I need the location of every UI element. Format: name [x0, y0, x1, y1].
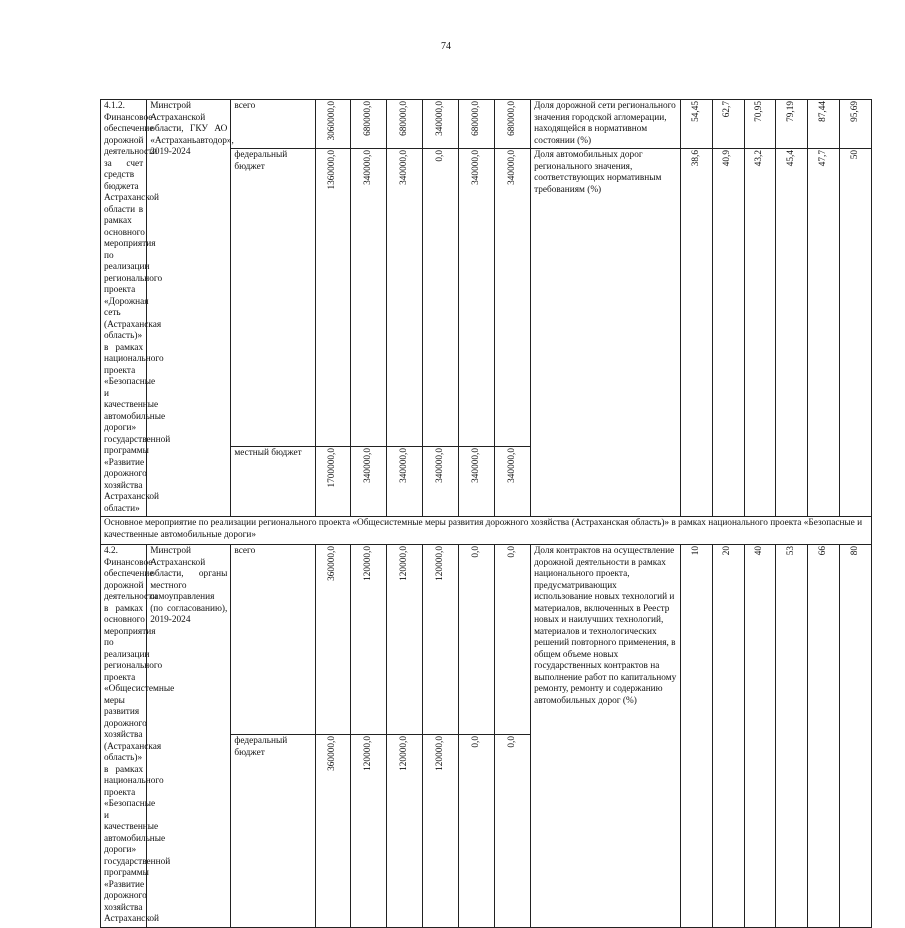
value-cell: 680000,0 [495, 100, 531, 149]
value-cell: 340000,0 [387, 447, 423, 517]
indicator-value: 53 [776, 545, 808, 928]
value-cell: 340000,0 [351, 149, 387, 447]
indicator-value: 70,95 [744, 100, 776, 149]
source-label: всего [231, 100, 315, 149]
indicator-value: 80 [840, 545, 872, 928]
indicator-value: 50 [840, 149, 872, 517]
indicator-value: 40,9 [712, 149, 744, 517]
value-cell: 120000,0 [423, 545, 459, 735]
indicator-value: 40 [744, 545, 776, 928]
table-row [101, 545, 872, 735]
source-label: федеральный бюджет [231, 149, 315, 447]
indicator-cell: Доля контрактов на осуществление дорожной деятельности в рамках национального проекта, предусматривающих использование новых технологий и материалов, включенных в Реестр новых и наилучших технологий, материалов и технологических решений повторного применения, в общем объеме новых государственных контрактов на выполнение работ по капитальному ремонту, ремонту и содержанию автомобильных дорог (%) [531, 545, 681, 928]
source-label: местный бюджет [231, 447, 315, 517]
value-cell: 0,0 [423, 149, 459, 447]
table-row [101, 100, 872, 149]
value-cell: 360000,0 [315, 735, 351, 927]
indicator-value: 54,45 [680, 100, 712, 149]
indicator-cell: Доля дорожной сети регионального значения городской агломерации, находящейся в нормативном состоянии (%) [531, 100, 681, 149]
value-cell: 3060000,0 [315, 100, 351, 149]
value-cell: 120000,0 [351, 545, 387, 735]
value-cell: 340000,0 [495, 447, 531, 517]
value-cell: 120000,0 [351, 735, 387, 927]
value-cell: 680000,0 [459, 100, 495, 149]
value-cell: 0,0 [495, 545, 531, 735]
value-cell: 680000,0 [351, 100, 387, 149]
indicator-value: 38,6 [680, 149, 712, 517]
value-cell: 340000,0 [423, 447, 459, 517]
value-cell: 0,0 [459, 735, 495, 927]
source-label: всего [231, 545, 315, 735]
value-cell: 120000,0 [387, 545, 423, 735]
indicator-cell: Доля автомобильных дорог регионального значения, соответствующих нормативным требованиям (%) [531, 149, 681, 517]
indicator-value: 45,4 [776, 149, 808, 517]
indicator-value: 87,44 [808, 100, 840, 149]
indicator-value: 79,19 [776, 100, 808, 149]
program-measures-table [100, 99, 872, 928]
indicator-value: 95,69 [840, 100, 872, 149]
value-cell: 1360000,0 [315, 149, 351, 447]
indicator-value: 20 [712, 545, 744, 928]
value-cell: 360000,0 [315, 545, 351, 735]
value-cell: 1700000,0 [315, 447, 351, 517]
table-row [101, 517, 872, 545]
indicator-value: 43,2 [744, 149, 776, 517]
value-cell: 340000,0 [495, 149, 531, 447]
executor-cell: Минстрой Астраханской области, ГКУ АО «Астраханьавтодор», 2019-2024 [147, 100, 231, 517]
page-number: 74 [441, 41, 451, 52]
value-cell: 0,0 [495, 735, 531, 927]
value-cell: 340000,0 [423, 100, 459, 149]
executor-cell: Минстрой Астраханской области, органы местного самоуправления (по согласованию), 2019-2024 [147, 545, 231, 928]
indicator-value: 66 [808, 545, 840, 928]
indicator-value: 62,7 [712, 100, 744, 149]
value-cell: 120000,0 [387, 735, 423, 927]
measure-cell: 4.2. Финансовое обеспечение дорожной деятельности в рамках основного мероприятия по реализации регионального проекта «Общесистемные меры развития дорожного хозяйства (Астраханская область)» в рамках национального проекта «Безопасные и качественные автомобильные дороги» государственной программы «Развитие дорожного хозяйства Астраханской [101, 545, 147, 928]
value-cell: 340000,0 [459, 149, 495, 447]
value-cell: 120000,0 [423, 735, 459, 927]
source-label: федеральный бюджет [231, 735, 315, 927]
value-cell: 0,0 [459, 545, 495, 735]
value-cell: 340000,0 [351, 447, 387, 517]
indicator-value: 10 [680, 545, 712, 928]
value-cell: 340000,0 [387, 149, 423, 447]
section-header: Основное мероприятие по реализации регионального проекта «Общесистемные меры развития дорожного хозяйства (Астраханская область)» в рамках национального проекта «Безопасные и качественные автомобильные дороги» [101, 517, 872, 545]
value-cell: 680000,0 [387, 100, 423, 149]
value-cell: 340000,0 [459, 447, 495, 517]
measure-cell: 4.1.2. Финансовое обеспечение дорожной деятельности за счет средств бюджета Астраханской области в рамках основного мероприятия по реализации регионального проекта «Дорожная сеть (Астраханская область)» в рамках национального проекта «Безопасные и качественные автомобильные дороги» государственной программы «Развитие дорожного хозяйства Астраханской области» [101, 100, 147, 517]
indicator-value: 47,7 [808, 149, 840, 517]
